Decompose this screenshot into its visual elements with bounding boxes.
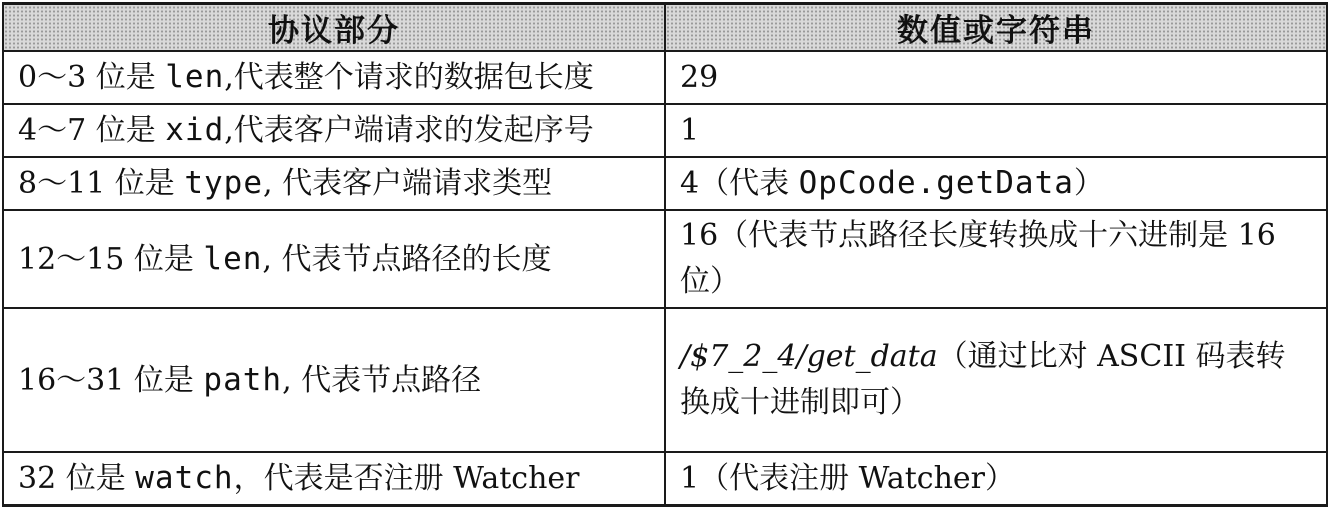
field-name: len (203, 240, 263, 277)
value-path: /$7_2_4/get_data (680, 339, 938, 374)
part-range: 8～11 位是 (18, 166, 185, 201)
header-protocol-part: 协议部分 (3, 4, 665, 52)
table-row (3, 308, 1327, 452)
field-name: path (203, 361, 283, 398)
value-text: 1（代表注册 Watcher） (680, 460, 1016, 496)
value-cell (665, 452, 1327, 506)
value-cell (665, 157, 1327, 210)
value-cell (665, 51, 1327, 104)
field-name: xid (165, 112, 225, 148)
protocol-part-cell (3, 51, 665, 104)
protocol-part-cell (3, 210, 665, 308)
field-name: watch (135, 460, 234, 496)
table-row (3, 157, 1327, 210)
protocol-part-cell (3, 157, 665, 210)
value-suffix: ） (1073, 166, 1104, 201)
part-range: 0～3 位是 (18, 60, 166, 95)
part-description: , 代表节点路径 (282, 362, 482, 398)
header-value: 数值或字符串 (665, 4, 1327, 52)
protocol-part-cell (3, 104, 665, 157)
part-description: ,代表客户端请求的发起序号 (224, 113, 594, 148)
field-name: type (184, 165, 263, 201)
value-text: 1 (680, 112, 700, 148)
value-text: 29 (680, 59, 719, 95)
value-cell (665, 308, 1327, 452)
part-range: 16～31 位是 (18, 362, 204, 398)
part-range: 12～15 位是 (18, 241, 204, 277)
table-header-row (3, 4, 1327, 52)
part-range: 4～7 位是 (18, 113, 166, 148)
value-text: 16（代表节点路径长度转换成十六进制是 16 位） (680, 218, 1276, 299)
part-description: , 代表客户端请求类型 (263, 166, 553, 201)
value-text: 4（代表 (680, 166, 799, 201)
table-row (3, 452, 1327, 506)
table-row (3, 210, 1327, 308)
protocol-part-cell (3, 452, 665, 506)
value-suffix: （通过比对 ASCII 码表转换成十进制即可） (680, 339, 1286, 420)
part-description: , 代表节点路径的长度 (262, 241, 552, 277)
value-code: OpCode.getData (798, 165, 1074, 201)
table-row (3, 104, 1327, 157)
protocol-table (2, 2, 1328, 507)
protocol-part-cell (3, 308, 665, 452)
value-cell (665, 210, 1327, 308)
part-description: ，代表是否注册 Watcher (233, 461, 580, 496)
field-name: len (165, 59, 225, 95)
table-row (3, 51, 1327, 104)
part-range: 32 位是 (18, 461, 136, 496)
value-cell (665, 104, 1327, 157)
part-description: ,代表整个请求的数据包长度 (224, 60, 594, 95)
